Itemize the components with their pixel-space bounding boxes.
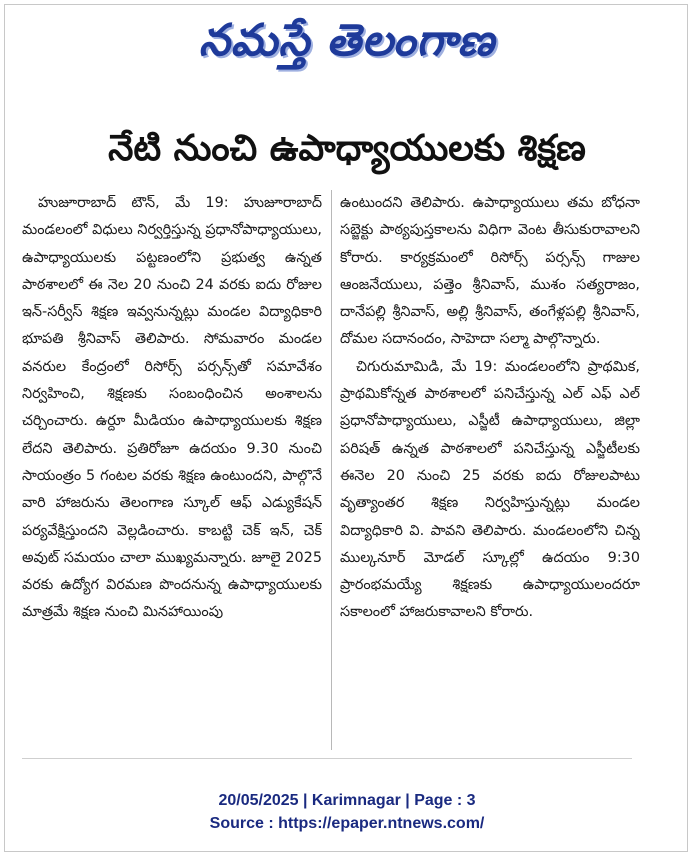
paragraph: చిగురుమామిడి, మే 19: మండలంలోని ప్రాథమిక, ప్రాథమికోన్నత పాఠశాలలో పనిచేస్తున్న ఎల్ ఎఫ్ ఎల్ ప్రధానోపాధ్యాయులు, ఎస్జీటీ ఉపాధ్యాయులు, జిల్లా పరిషత్ ఉన్నత పాఠశాలలో పనిచేస్తున్న ఎస్జీటీలకు ఈనెల 20 నుంచి 25 వరకు ఐదు రోజులపాటు వృత్యాంతర శిక్షణ నిర్వహిస్తున్నట్లు మండల విద్యాధికారి వి. పావని తెలిపారు. మండలంలోని చిన్న ముల్కనూర్ మోడల్ స్కూల్లో ఉదయం 9:30 ప్రారంభమయ్యే శిక్షణకు ఉపాధ్యాయులందరూ సకాలంలో హాజరుకావాలని కోరారు. (340, 358, 640, 621)
newspaper-masthead: నమస్తే తెలంగాణ (198, 15, 496, 66)
source-link[interactable]: Source : https://epaper.ntnews.com/ (209, 815, 485, 832)
bottom-divider (22, 758, 632, 759)
article-column-left (22, 190, 322, 750)
paragraph: ఉంటుందని తెలిపారు. ఉపాధ్యాయులు తమ బోధనా సబ్జెక్టు పాఠ్యపుస్తకాలను విధిగా వెంట తీసుకురావాలని కోరారు. కార్యక్రమంలో రిసోర్స్ పర్సన్స్ గాజుల ఆంజనేయులు, పత్తెం శ్రీనివాస్, ముశం సత్యరాజం, దానేపల్లి శ్రీనివాస్, అల్లి శ్రీనివాస్, తంగేళ్లపల్లి శ్రీనివాస్, దోమల సదానందం, సాహెదా సల్మా పాల్గొన్నారు. (340, 195, 640, 348)
column-divider (331, 190, 332, 750)
article-body (22, 190, 652, 750)
article-column-right (340, 190, 640, 750)
paragraph: హుజూరాబాద్ టౌన్, మే 19: హుజూరాబాద్ మండలంలో విధులు నిర్వర్తిస్తున్న ప్రధానోపాధ్యాయులు, ఉపాధ్యాయులకు పట్టణంలోని ప్రభుత్వ ఉన్నత పాఠశాలలో ఈ నెల 20 నుంచి 24 వరకు ఐదు రోజుల ఇన్-సర్వీస్ శిక్షణ ఇవ్వనున్నట్లు మండల విద్యాధికారి భూపతి శ్రీనివాస్ తెలిపారు. సోమవారం మండల వనరుల కేంద్రంలో రిసోర్స్ పర్సన్స్‌తో సమావేశం నిర్వహించి, శిక్షణకు సంబంధించిన అంశాలను చర్చించారు. ఉర్దూ మీడియం ఉపాధ్యాయులకు శిక్షణ లేదని తెలిపారు. ప్రతిరోజూ ఉదయం 9.30 నుంచి సాయంత్రం 5 గంటల వరకు శిక్షణ ఉంటుందని, పాల్గొనే వారి హాజరును తెలంగాణ స్కూల్ ఆఫ్ ఎడ్యుకేషన్ పర్యవేక్షిస్తుందని వెల్లడించారు. కాబట్టి చెక్ ఇన్, చెక్ అవుట్ సమయం చాలా ముఖ్యమన్నారు. జూలై 2025 వరకు ఉద్యోగ విరమణ పొందనున్న ఉపాధ్యాయులకు మాత్రమే శిక్షణ నుంచి మినహాయింపు (22, 195, 322, 621)
article-headline: నేటి నుంచి ఉపాధ్యాయులకు శిక్షణ (108, 128, 586, 169)
edition-info: 20/05/2025 | Karimnagar | Page : 3 (218, 792, 476, 809)
